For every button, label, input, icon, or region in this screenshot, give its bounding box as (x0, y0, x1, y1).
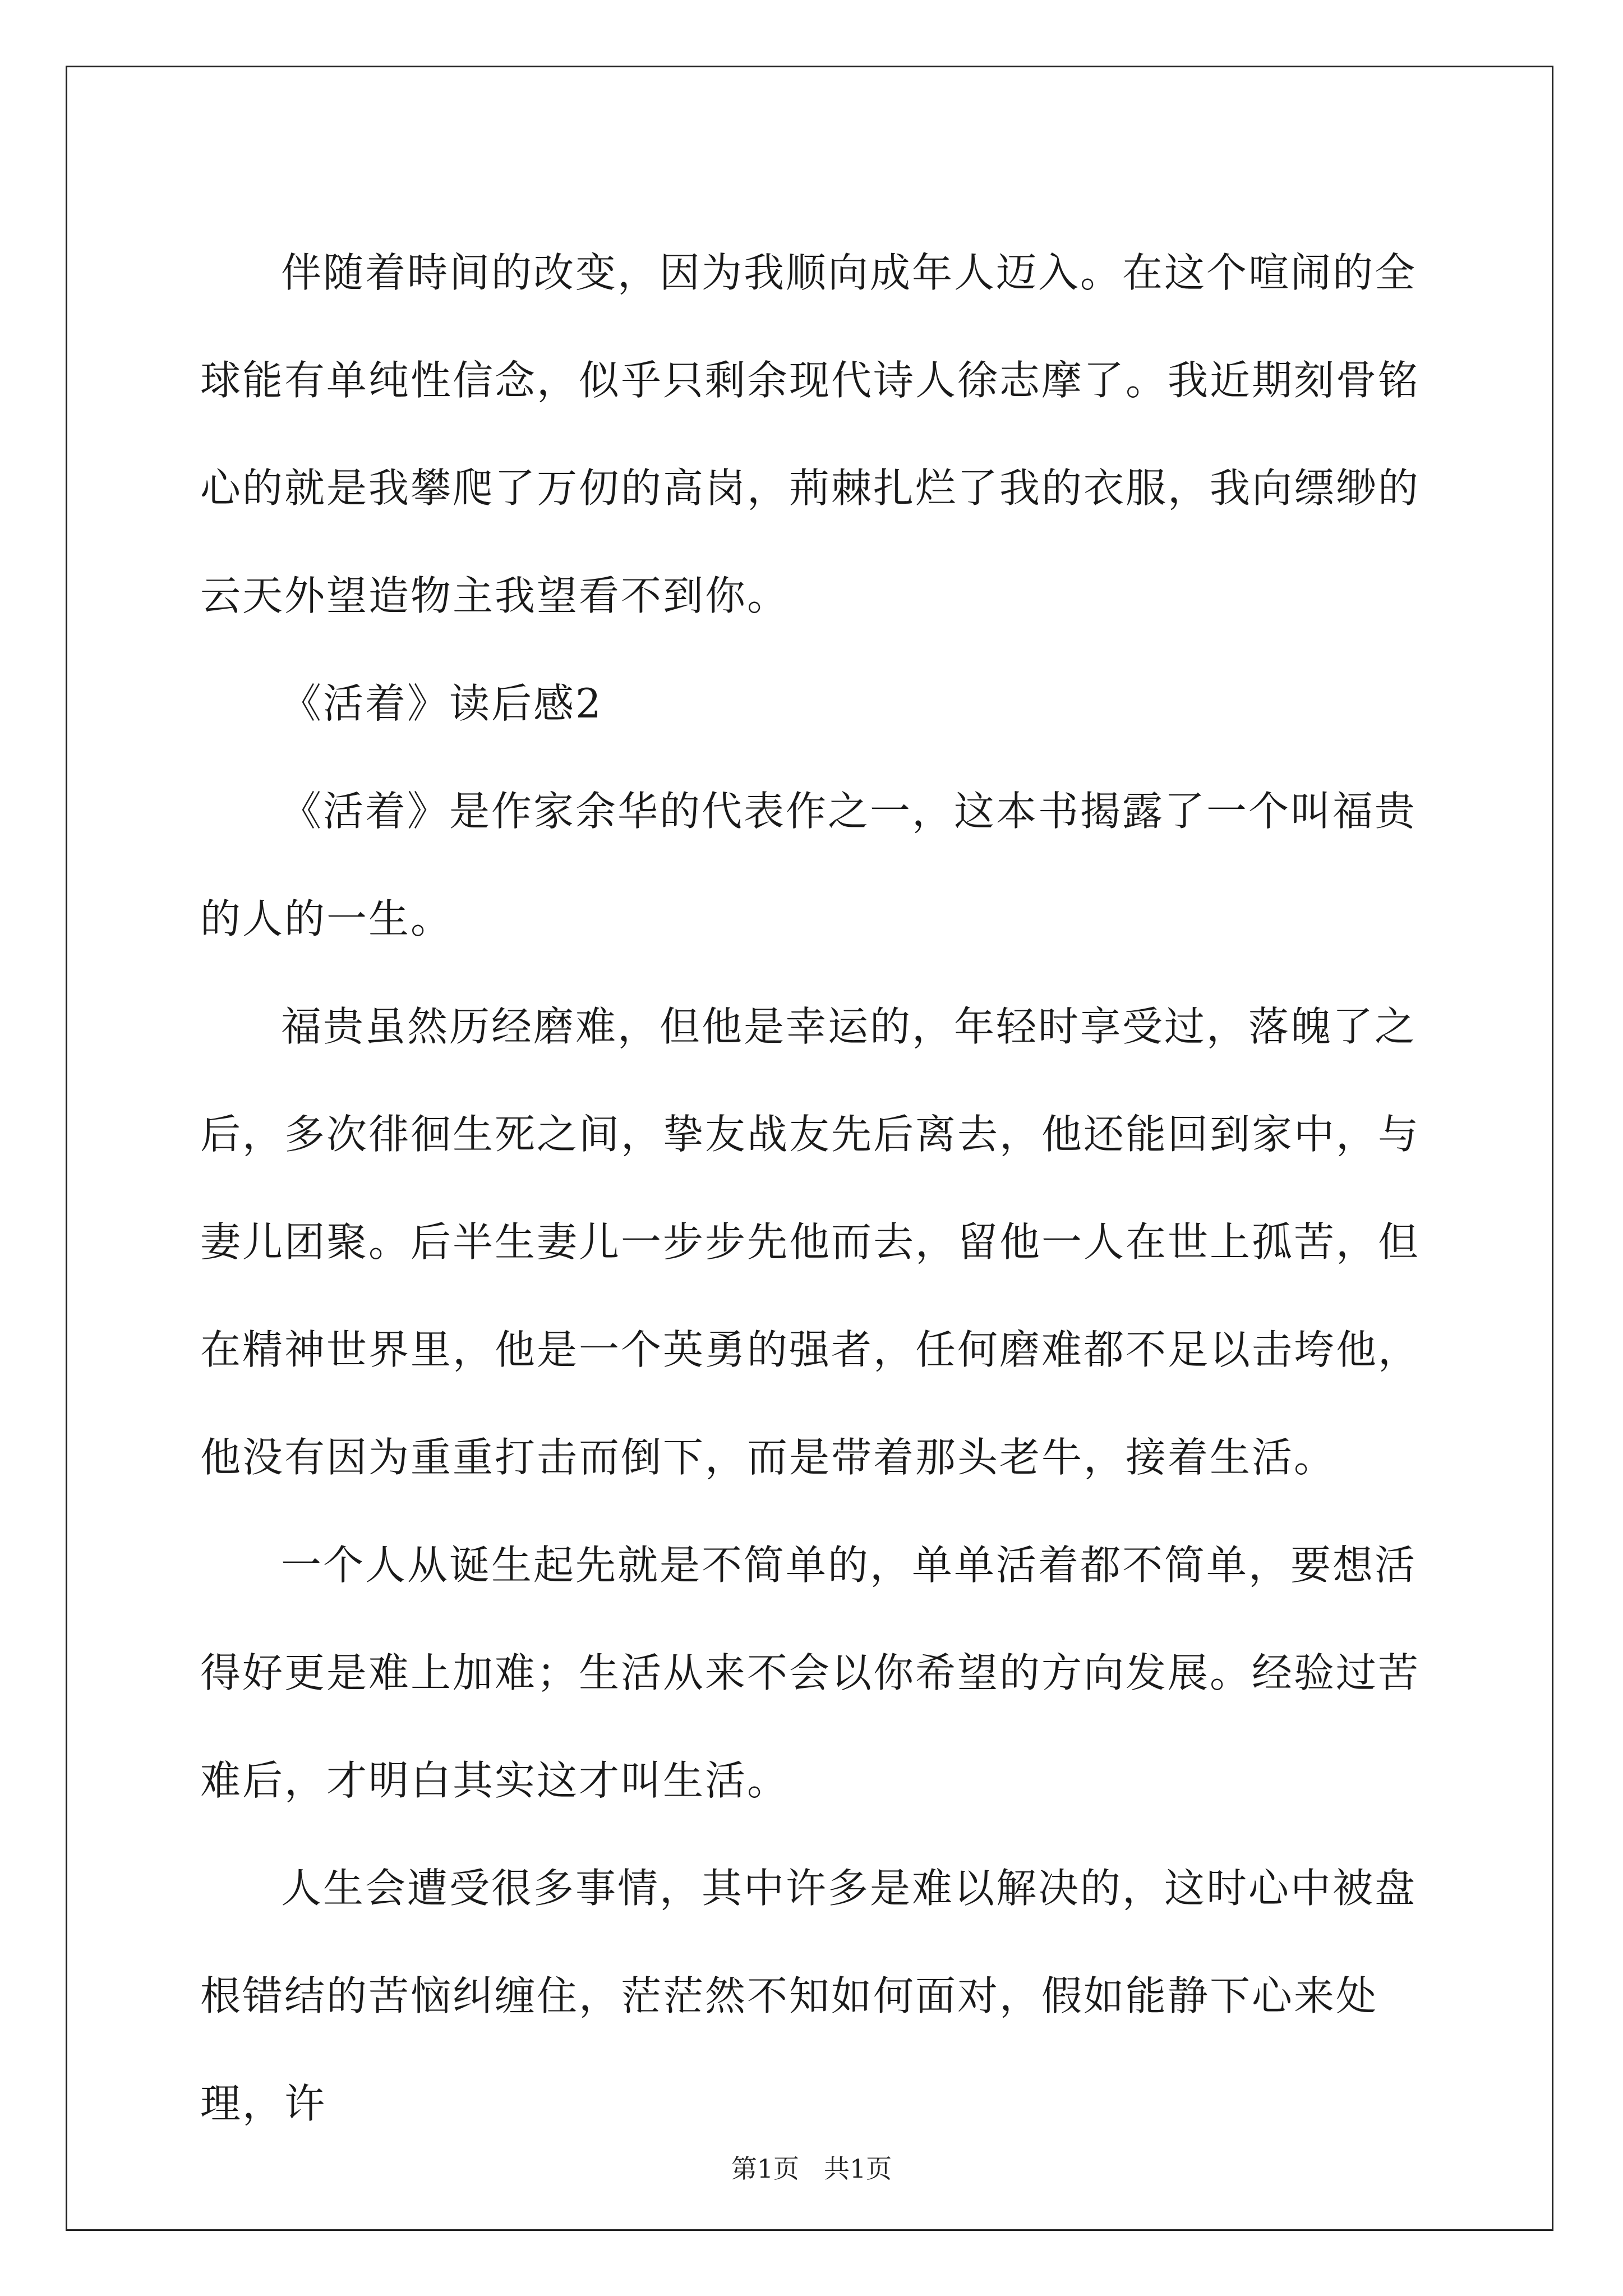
page-number: 第1页 (731, 2154, 799, 2184)
page-footer (0, 2148, 1623, 2185)
paragraph: 福贵虽然历经磨难，但他是幸运的，年轻时享受过，落魄了之后，多次徘徊生死之间，挚友战友先后离去，他还能回到家中，与妻儿团聚。后半生妻儿一步步先他而去，留他一人在世上孤苦，但在精神世界里，他是一个英勇的强者，任何磨难都不足以击垮他，他没有因为重重打击而倒下，而是带着那头老牛，接着生活。 (200, 1003, 1421, 1481)
page-total: 共1页 (824, 2154, 892, 2184)
paragraph: 一个人从诞生起先就是不简单的，单单活着都不简单，要想活得好更是难上加难；生活从来不会以你希望的方向发展。经验过苦难后，才明白其实这才叫生活。 (200, 1542, 1421, 1804)
paragraph: 《活着》是作家余华的代表作之一，这本书揭露了一个叫福贵的人的一生。 (200, 788, 1417, 942)
paragraph: 伴随着時间的改变，因为我顺向成年人迈入。在这个喧闹的全球能有单纯性信念，似乎只剩余现代诗人徐志摩了。我近期刻骨铭心的就是我攀爬了万仞的高岗，荊棘扎烂了我的衣服，我向缥缈的云天外望造物主我望看不到你。 (200, 249, 1421, 619)
paragraph: 人生会遭受很多事情，其中许多是难以解决的，这时心中被盘根错结的苦恼纠缠住，茫茫然不知如何面对，假如能静下心来处理，许 (200, 1865, 1417, 2127)
document-body (200, 219, 1434, 2157)
section-heading: 《活着》读后感2 (281, 680, 603, 727)
